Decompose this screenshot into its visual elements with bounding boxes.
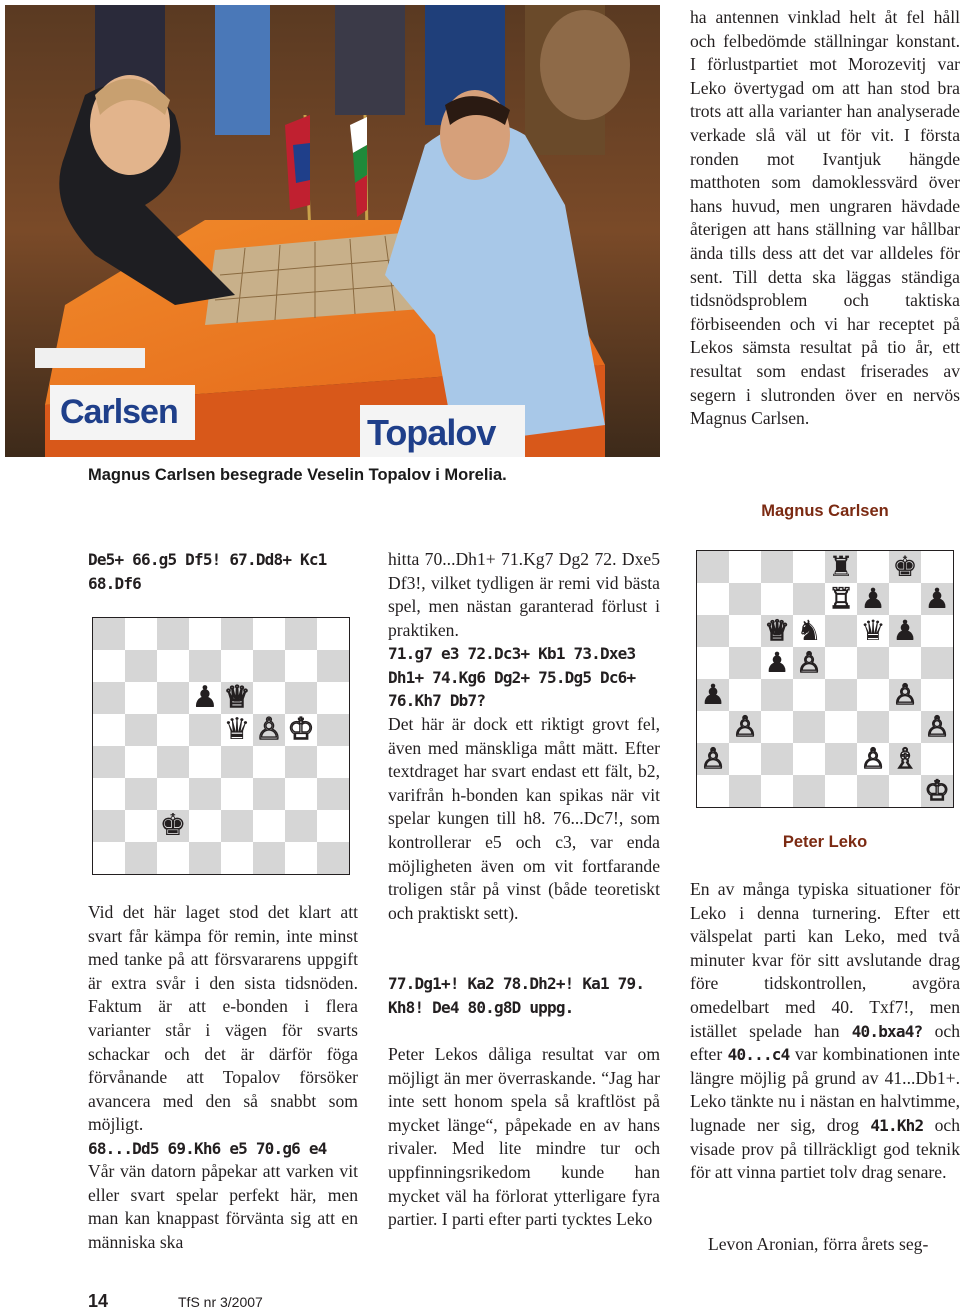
square-a8 <box>697 551 729 583</box>
col3-text-a: En av många typiska situationer för Leko i denna turnering. Efter ett välspelat parti kan Leko, med två minuter kvar för sitt avslutande drag före tidskontrollen, avgöra omedelbart med 40. Txf7!, men istället spelade han <box>690 879 960 1041</box>
white-piece-a2: ♙ <box>700 743 726 775</box>
chess-diagram-carlsen-topalov <box>92 617 350 875</box>
square-c7 <box>157 650 189 682</box>
square-f4 <box>253 746 285 778</box>
square-c5 <box>157 714 189 746</box>
black-piece-e5: ♛ <box>223 714 251 746</box>
white-piece-e7: ♖ <box>828 583 854 615</box>
black-piece-g8: ♚ <box>892 551 918 583</box>
square-d2 <box>793 743 825 775</box>
square-d7 <box>189 650 221 682</box>
col3-text-d: och visade prov på tillräckligt god teknik för att vinna partiet tolv drag senare. <box>690 1114 960 1183</box>
square-d5 <box>189 714 221 746</box>
square-f7 <box>253 650 285 682</box>
col3-move-bxa4: 40.bxa4? <box>851 1021 923 1041</box>
square-e1 <box>221 842 253 874</box>
square-e6 <box>825 615 857 647</box>
col3-text-b: och efter <box>690 1020 960 1065</box>
square-b2 <box>729 743 761 775</box>
moves-71-76: 71.g7 e3 72.Dc3+ Kb1 73.Dxe3 Dh1+ 74.Kg6 Dg2+ 75.Dg5 Dc6+ 76.Kh7 Db7? <box>388 644 636 711</box>
square-a6 <box>93 682 125 714</box>
square-e7 <box>825 583 857 615</box>
square-b2 <box>125 810 157 842</box>
square-c5 <box>761 647 793 679</box>
square-g4 <box>889 679 921 711</box>
square-a5 <box>93 714 125 746</box>
black-piece-f7: ♟ <box>860 583 886 615</box>
column2-paragraph-2: Det här är dock ett riktigt grovt fel, även med mänskliga mått mätt. Efter textdraget har svart endast ett fält, b2, varifrån h-bonden kan spikas när vit spelar kungen till h8. 76...Dc7!, som kontrollerar e5 och c3, var enda möjligheten även om vit fortfarande troligen står på vinst (både teoretiskt och praktiskt sett). <box>388 714 660 923</box>
square-d3 <box>189 778 221 810</box>
square-c2 <box>761 743 793 775</box>
square-g6 <box>889 615 921 647</box>
square-a7 <box>697 583 729 615</box>
square-b3 <box>729 711 761 743</box>
square-g7 <box>889 583 921 615</box>
square-g8 <box>889 551 921 583</box>
white-piece-f5: ♙ <box>255 714 283 746</box>
square-h4 <box>921 679 953 711</box>
square-h3 <box>921 711 953 743</box>
square-d4 <box>793 679 825 711</box>
square-d8 <box>189 618 221 650</box>
square-h4 <box>317 746 349 778</box>
square-e3 <box>221 778 253 810</box>
square-g1 <box>285 842 317 874</box>
col3-move-kh2: 41.Kh2 <box>870 1115 924 1135</box>
square-f2 <box>253 810 285 842</box>
black-piece-c2: ♚ <box>159 810 187 842</box>
square-a6 <box>697 615 729 647</box>
square-a2 <box>697 743 729 775</box>
nameplate-carlsen: Carlsen <box>60 393 178 431</box>
square-d5 <box>793 647 825 679</box>
moves-77-80: 77.Dg1+! Ka2 78.Dh2+! Ka1 79. Kh8! De4 80.g8D uppg. <box>388 974 645 1017</box>
square-b6 <box>729 615 761 647</box>
square-a1 <box>697 775 729 807</box>
square-f8 <box>253 618 285 650</box>
square-g1 <box>889 775 921 807</box>
white-piece-h1: ♔ <box>924 775 950 807</box>
square-c7 <box>761 583 793 615</box>
square-e7 <box>221 650 253 682</box>
square-b6 <box>125 682 157 714</box>
article-text-right-top: ha antennen vinklad helt åt fel håll och felbedömde ställningar konstant. I förlustpartiet mot Morozevitj var Leko övertygad om att han stod bra trots att alla varianter han analyserade verkade slå väl ut för vit. I första ronden mot Ivantjuk hängde matthoten som damoklessvärd över hans huvud, men ungraren hävdade återigen att hans ställning var hållbar ända tills dess att det var alldeles för sent. Till detta ska läggas ständiga tidsnödsproblem och taktiska förbiseenden och vi har receptet på Lekos sämsta resultat på tio år, ett resultat som endast friserades av segern i slutronden över en nervös Magnus Carlsen. <box>690 7 960 429</box>
diagram-label-top: Magnus Carlsen <box>761 502 889 520</box>
white-piece-g4: ♙ <box>892 679 918 711</box>
white-piece-g5: ♔ <box>287 714 315 746</box>
square-c4 <box>761 679 793 711</box>
square-h6 <box>921 615 953 647</box>
square-a4 <box>93 746 125 778</box>
white-piece-g2: ♗ <box>892 743 918 775</box>
square-c1 <box>761 775 793 807</box>
square-g5 <box>889 647 921 679</box>
square-g4 <box>285 746 317 778</box>
white-piece-b3: ♙ <box>732 711 758 743</box>
square-e4 <box>221 746 253 778</box>
square-a8 <box>93 618 125 650</box>
column1-paragraph-1: Vid det här laget stod det klart att svart får kämpa för remin, inte minst med tanke på att försvararens uppgift är extra svår i den sista tidsnöden. Faktum är att e-bonden i flera varianter står i vägen för svarts schackar och det är därför föga förvånande att Topalov försöker avancera med den så snabbt som möjligt. <box>88 902 358 1135</box>
square-c8 <box>761 551 793 583</box>
square-d7 <box>793 583 825 615</box>
square-c3 <box>157 778 189 810</box>
square-g6 <box>285 682 317 714</box>
white-piece-d5: ♙ <box>796 647 822 679</box>
square-c8 <box>157 618 189 650</box>
col3-text-c: var kombinationen inte längre möjlig på grund av 41...Db1+. Leko tänkte nu i nästan en halvtimme, lugnade ner sig, drog <box>690 1044 960 1135</box>
square-d2 <box>189 810 221 842</box>
square-b3 <box>125 778 157 810</box>
photo-caption: Magnus Carlsen besegrade Veselin Topalov i Morelia. <box>88 466 507 484</box>
square-f5 <box>857 647 889 679</box>
square-f2 <box>857 743 889 775</box>
col3-move-c4: 40...c4 <box>727 1045 790 1065</box>
square-e5 <box>825 647 857 679</box>
square-g8 <box>285 618 317 650</box>
square-b7 <box>729 583 761 615</box>
square-h3 <box>317 778 349 810</box>
black-piece-h7: ♟ <box>924 583 950 615</box>
black-piece-e8: ♜ <box>828 551 854 583</box>
square-b7 <box>125 650 157 682</box>
square-b5 <box>729 647 761 679</box>
moves-line-1: De5+ 66.g5 Df5! 67.Dd8+ Kc1 <box>88 550 327 569</box>
square-e8 <box>221 618 253 650</box>
white-piece-f2: ♙ <box>860 743 886 775</box>
square-f8 <box>857 551 889 583</box>
square-h5 <box>921 647 953 679</box>
diagram-label-bottom: Peter Leko <box>782 833 868 851</box>
square-a3 <box>697 711 729 743</box>
square-g5 <box>285 714 317 746</box>
square-g2 <box>285 810 317 842</box>
nameplate-topalov: Topalov <box>367 412 496 453</box>
white-piece-c6: ♕ <box>764 615 790 647</box>
square-f1 <box>857 775 889 807</box>
square-a2 <box>93 810 125 842</box>
square-a7 <box>93 650 125 682</box>
square-g7 <box>285 650 317 682</box>
black-piece-f6: ♛ <box>860 615 886 647</box>
black-piece-g6: ♟ <box>892 615 918 647</box>
square-h6 <box>317 682 349 714</box>
square-e5 <box>221 714 253 746</box>
issue-label: TfS nr 3/2007 <box>178 1294 263 1310</box>
square-f4 <box>857 679 889 711</box>
photo-illustration <box>5 5 660 457</box>
square-d6 <box>189 682 221 714</box>
square-b1 <box>125 842 157 874</box>
square-c3 <box>761 711 793 743</box>
square-h8 <box>317 618 349 650</box>
square-c6 <box>761 615 793 647</box>
square-d1 <box>793 775 825 807</box>
square-h7 <box>921 583 953 615</box>
square-a4 <box>697 679 729 711</box>
square-g3 <box>285 778 317 810</box>
square-g2 <box>889 743 921 775</box>
square-a3 <box>93 778 125 810</box>
column2-paragraph-3: Peter Lekos dåliga resultat var om möjligt än mer överraskande. “Jag har inte sett honom spela så kraftlöst på mycket länge“, påpekade en av hans rivaler. Med lite mindre tur och uppfinningsrikedom kunde han mycket väl ha förlorat ytterligare fyra partier. I parti efter parti tycktes Leko <box>388 1044 660 1230</box>
square-e2 <box>825 743 857 775</box>
square-f5 <box>253 714 285 746</box>
white-piece-e6: ♕ <box>223 682 251 714</box>
column1-paragraph-2: Vår vän datorn påpekar att varken vit eller svart spelar perfekt här, men man kan knappast förvänta sig att en människa ska <box>88 1161 358 1252</box>
square-c6 <box>157 682 189 714</box>
page-number: 14 <box>88 1291 109 1311</box>
square-a5 <box>697 647 729 679</box>
chess-diagram-leko <box>696 550 954 808</box>
square-e6 <box>221 682 253 714</box>
square-c2 <box>157 810 189 842</box>
square-e8 <box>825 551 857 583</box>
square-d4 <box>189 746 221 778</box>
square-e2 <box>221 810 253 842</box>
black-piece-c5: ♟ <box>764 647 790 679</box>
square-b8 <box>729 551 761 583</box>
square-f3 <box>253 778 285 810</box>
square-e4 <box>825 679 857 711</box>
square-h1 <box>317 842 349 874</box>
square-f1 <box>253 842 285 874</box>
square-f7 <box>857 583 889 615</box>
square-c1 <box>157 842 189 874</box>
square-d6 <box>793 615 825 647</box>
square-b8 <box>125 618 157 650</box>
square-a1 <box>93 842 125 874</box>
square-h5 <box>317 714 349 746</box>
square-e3 <box>825 711 857 743</box>
square-d8 <box>793 551 825 583</box>
square-b1 <box>729 775 761 807</box>
square-h2 <box>921 743 953 775</box>
square-g3 <box>889 711 921 743</box>
square-e1 <box>825 775 857 807</box>
column3-paragraph-2: Levon Aronian, förra årets seg- <box>708 1234 929 1254</box>
square-h7 <box>317 650 349 682</box>
square-f3 <box>857 711 889 743</box>
square-b4 <box>125 746 157 778</box>
square-f6 <box>253 682 285 714</box>
square-h1 <box>921 775 953 807</box>
column2-paragraph-1: hitta 70...Dh1+ 71.Kg7 Dg2 72. Dxe5 Df3!, vilket tydligen är remi vid bästa spel, men nästan garanterad förlust i praktiken. <box>388 549 660 640</box>
square-h8 <box>921 551 953 583</box>
black-piece-d6: ♟ <box>191 682 219 714</box>
square-h2 <box>317 810 349 842</box>
black-piece-a4: ♟ <box>700 679 726 711</box>
square-f6 <box>857 615 889 647</box>
square-b4 <box>729 679 761 711</box>
square-b5 <box>125 714 157 746</box>
square-c4 <box>157 746 189 778</box>
square-d1 <box>189 842 221 874</box>
moves-68: 68...Dd5 69.Kh6 e5 70.g6 e4 <box>88 1139 327 1158</box>
tournament-photo <box>5 5 660 457</box>
white-piece-h3: ♙ <box>924 711 950 743</box>
column3-paragraph-1 <box>690 878 960 1185</box>
black-piece-d6: ♞ <box>796 615 822 647</box>
square-d3 <box>793 711 825 743</box>
moves-line-2: 68.Df6 <box>88 574 141 593</box>
